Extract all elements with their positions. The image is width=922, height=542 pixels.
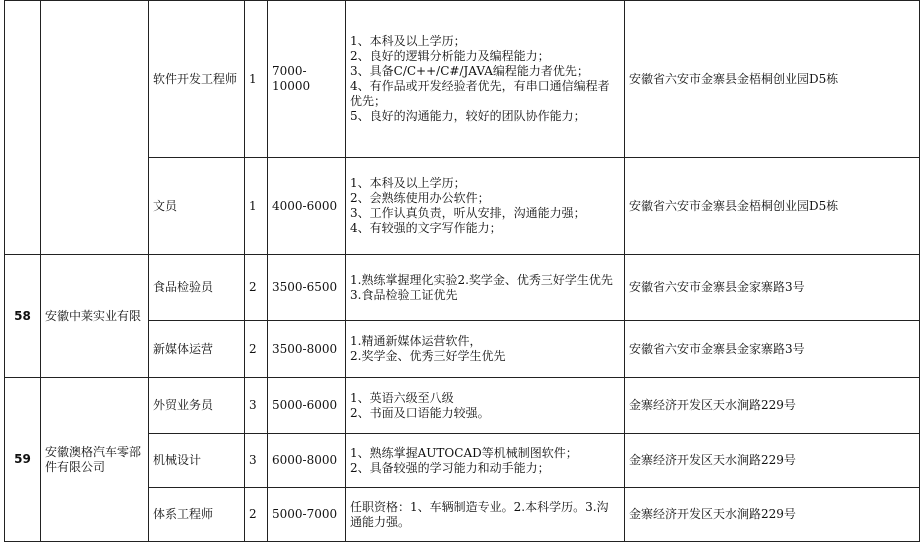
salary-cell: 4000-6000 (268, 158, 346, 255)
requirements-cell (346, 434, 625, 488)
requirement-line: 1、本科及以上学历； (350, 34, 466, 48)
requirement-line: 3、具备C/C++/C#/JAVA编程能力者优先； (350, 64, 589, 78)
address-cell: 安徽省六安市金寨县金梧桐创业园D5栋 (625, 1, 920, 158)
requirement-line: 1、熟练掌握AUTOCAD等机械制图软件； (350, 445, 578, 460)
requirement-line: 任职资格：1、车辆制造专业。2.本科学历。3.沟通能力强。 (350, 499, 609, 529)
requirement-line: 4、有作品或开发经验者优先，有串口通信编程者优先； (350, 79, 610, 108)
headcount-cell: 1 (245, 158, 268, 255)
headcount-cell: 2 (245, 321, 268, 378)
address-cell: 金寨经济开发区天水涧路229号 (625, 434, 920, 488)
position-cell: 外贸业务员 (149, 378, 245, 434)
table-row (5, 1, 920, 158)
requirement-line: 2、书面及口语能力较强。 (350, 405, 490, 420)
requirements-cell (346, 158, 625, 255)
requirement-line: 1、本科及以上学历； (350, 176, 466, 190)
requirements-cell (346, 378, 625, 434)
position-cell: 食品检验员 (149, 255, 245, 321)
address-cell: 金寨经济开发区天水涧路229号 (625, 488, 920, 542)
salary-cell: 3500-8000 (268, 321, 346, 378)
position-cell: 新媒体运营 (149, 321, 245, 378)
company-cell: 安徽澳格汽车零部件有限公司 (41, 378, 149, 542)
requirement-line: 3、工作认真负责，听从安排，沟通能力强； (350, 206, 586, 220)
requirement-line: 2、具备较强的学习能力和动手能力； (350, 460, 550, 475)
position-cell: 机械设计 (149, 434, 245, 488)
headcount-cell: 2 (245, 255, 268, 321)
salary-cell: 6000-8000 (268, 434, 346, 488)
salary-cell: 7000-10000 (268, 1, 346, 158)
requirements-cell (346, 1, 625, 158)
requirement-line: 2、良好的逻辑分析能力及编程能力； (350, 49, 550, 63)
headcount-cell: 1 (245, 1, 268, 158)
headcount-cell: 3 (245, 378, 268, 434)
table-row (5, 255, 920, 321)
requirement-line: 2、会熟练使用办公软件； (350, 191, 490, 205)
requirements-cell (346, 321, 625, 378)
recruitment-table (4, 0, 920, 542)
position-cell: 文员 (149, 158, 245, 255)
salary-cell: 5000-7000 (268, 488, 346, 542)
salary-cell: 3500-6500 (268, 255, 346, 321)
salary-cell: 5000-6000 (268, 378, 346, 434)
company-cell: 安徽中莱实业有限 (41, 255, 149, 378)
row-number-cell (5, 1, 41, 255)
requirements-cell (346, 488, 625, 542)
company-cell (41, 1, 149, 255)
address-cell: 金寨经济开发区天水涧路229号 (625, 378, 920, 434)
requirement-line: 5、良好的沟通能力，较好的团队协作能力； (350, 109, 586, 123)
requirement-line: 1.精通新媒体运营软件， (350, 334, 482, 348)
row-number-cell: 59 (5, 378, 41, 542)
position-cell: 软件开发工程师 (149, 1, 245, 158)
requirement-line: 2.奖学金、优秀三好学生优先 (350, 349, 506, 363)
requirements-cell (346, 255, 625, 321)
requirement-line: 1.熟练掌握理化实验2.奖学金、优秀三好学生优先3.食品检验工证优先 (350, 272, 613, 302)
requirement-line: 1、英语六级至八级 (350, 390, 454, 405)
position-cell: 体系工程师 (149, 488, 245, 542)
requirement-line: 4、有较强的文字写作能力； (350, 221, 502, 235)
address-cell: 安徽省六安市金寨县金梧桐创业园D5栋 (625, 158, 920, 255)
table-row (5, 378, 920, 434)
headcount-cell: 3 (245, 434, 268, 488)
address-cell: 安徽省六安市金寨县金家寨路3号 (625, 255, 920, 321)
headcount-cell: 2 (245, 488, 268, 542)
address-cell: 安徽省六安市金寨县金家寨路3号 (625, 321, 920, 378)
row-number-cell: 58 (5, 255, 41, 378)
